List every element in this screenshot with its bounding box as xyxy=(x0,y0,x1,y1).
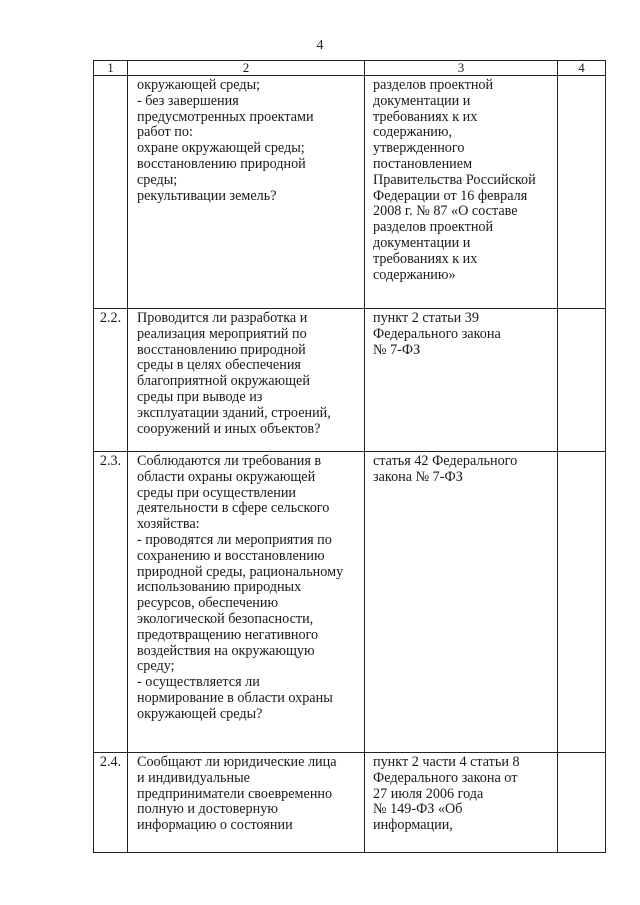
question-line: предприниматели своевременно xyxy=(137,785,333,802)
legal-basis-line: Правительства Российской xyxy=(373,171,536,188)
row-number: 2.4. xyxy=(94,753,128,853)
row-number xyxy=(94,76,128,309)
question-line: работ по: xyxy=(137,124,193,141)
legal-basis-cell xyxy=(365,309,558,452)
column-header-2: 2 xyxy=(128,61,365,76)
question-line: среды при осуществлении xyxy=(137,484,297,501)
question-cell xyxy=(128,753,365,853)
legal-basis-cell xyxy=(365,753,558,853)
legal-basis-line: требованиях к их xyxy=(373,250,478,267)
legal-basis-line: закона № 7-ФЗ xyxy=(373,468,463,485)
question-cell xyxy=(128,76,365,309)
question-line: реализация мероприятий по xyxy=(137,325,307,342)
legal-basis-line: № 7-ФЗ xyxy=(373,341,421,358)
question-line: полную и достоверную xyxy=(137,801,278,818)
column-header-4: 4 xyxy=(558,61,606,76)
legal-basis-line: документации и xyxy=(373,234,471,251)
legal-basis-line: утвержденного xyxy=(373,140,465,157)
legal-basis-line: Федерального закона от xyxy=(373,769,518,786)
question-line: - проводятся ли мероприятия по xyxy=(137,531,332,548)
question-line: области охраны окружающей xyxy=(137,468,316,485)
question-line: нормирование в области охраны xyxy=(137,689,333,706)
question-line: Проводится ли разработка и xyxy=(137,310,308,326)
requirements-table xyxy=(93,60,606,853)
question-line: восстановлению природной xyxy=(137,155,306,172)
legal-basis-line: 2008 г. № 87 «О составе xyxy=(373,203,518,220)
legal-basis-line: содержанию, xyxy=(373,124,453,141)
table-row xyxy=(94,452,606,753)
legal-basis-line: документации и xyxy=(373,92,471,109)
question-line: среды в целях обеспечения xyxy=(137,357,301,374)
question-line: сохранению и восстановлению xyxy=(137,547,325,564)
question-line: предотвращению негативного xyxy=(137,626,319,643)
question-line: информацию о состоянии xyxy=(137,817,293,834)
question-line: воздействия на окружающую xyxy=(137,642,315,659)
legal-basis-line: статья 42 Федерального xyxy=(373,453,518,469)
legal-basis-line: № 149-ФЗ «Об xyxy=(373,801,463,818)
table-header-row xyxy=(94,61,606,76)
question-line: деятельности в сфере сельского xyxy=(137,500,330,517)
question-line: окружающей среды? xyxy=(137,705,263,722)
legal-basis-line: разделов проектной xyxy=(373,219,494,236)
legal-basis-line: разделов проектной xyxy=(373,77,494,93)
question-line: Сообщают ли юридические лица xyxy=(137,754,337,770)
note-cell xyxy=(558,76,606,309)
column-header-3: 3 xyxy=(365,61,558,76)
page-number: 4 xyxy=(316,38,324,53)
legal-basis-line: пункт 2 части 4 статьи 8 xyxy=(373,754,520,770)
legal-basis-cell xyxy=(365,76,558,309)
legal-basis-line: Федерального закона xyxy=(373,325,501,342)
question-line: экологической безопасности, xyxy=(137,610,314,627)
question-line: - без завершения xyxy=(137,92,239,109)
question-line: ресурсов, обеспечению xyxy=(137,595,279,612)
question-cell xyxy=(128,309,365,452)
question-line: хозяйства: xyxy=(137,516,200,533)
question-line: эксплуатации зданий, строений, xyxy=(137,404,331,421)
note-cell xyxy=(558,452,606,753)
question-line: благоприятной окружающей xyxy=(137,373,310,390)
question-line: охране окружающей среды; xyxy=(137,140,305,157)
question-line: природной среды, рациональному xyxy=(137,563,344,580)
table-row xyxy=(94,753,606,853)
question-line: окружающей среды; xyxy=(137,77,261,93)
row-number: 2.2. xyxy=(94,309,128,452)
legal-basis-line: пункт 2 статьи 39 xyxy=(373,310,479,326)
note-cell xyxy=(558,309,606,452)
table-row xyxy=(94,76,606,309)
legal-basis-cell xyxy=(365,452,558,753)
legal-basis-line: Федерации от 16 февраля xyxy=(373,187,528,204)
legal-basis-line: постановлением xyxy=(373,155,473,172)
question-line: - осуществляется ли xyxy=(137,674,260,691)
question-line: рекультивации земель? xyxy=(137,187,277,204)
row-number: 2.3. xyxy=(94,452,128,753)
question-line: среды при выводе из xyxy=(137,388,263,405)
question-line: среду; xyxy=(137,658,175,675)
column-header-1: 1 xyxy=(94,61,128,76)
legal-basis-line: информации, xyxy=(373,817,453,834)
question-line: предусмотренных проектами xyxy=(137,108,314,125)
question-line: сооружений и иных объектов? xyxy=(137,420,321,437)
question-line: восстановлению природной xyxy=(137,341,306,358)
legal-basis-line: 27 июля 2006 года xyxy=(373,785,484,802)
note-cell xyxy=(558,753,606,853)
question-line: Соблюдаются ли требования в xyxy=(137,453,322,469)
table-row xyxy=(94,309,606,452)
legal-basis-line: требованиях к их xyxy=(373,108,478,125)
question-line: среды; xyxy=(137,171,178,188)
legal-basis-line: содержанию» xyxy=(373,266,456,283)
question-line: использованию природных xyxy=(137,579,302,596)
question-cell xyxy=(128,452,365,753)
question-line: и индивидуальные xyxy=(137,769,250,786)
